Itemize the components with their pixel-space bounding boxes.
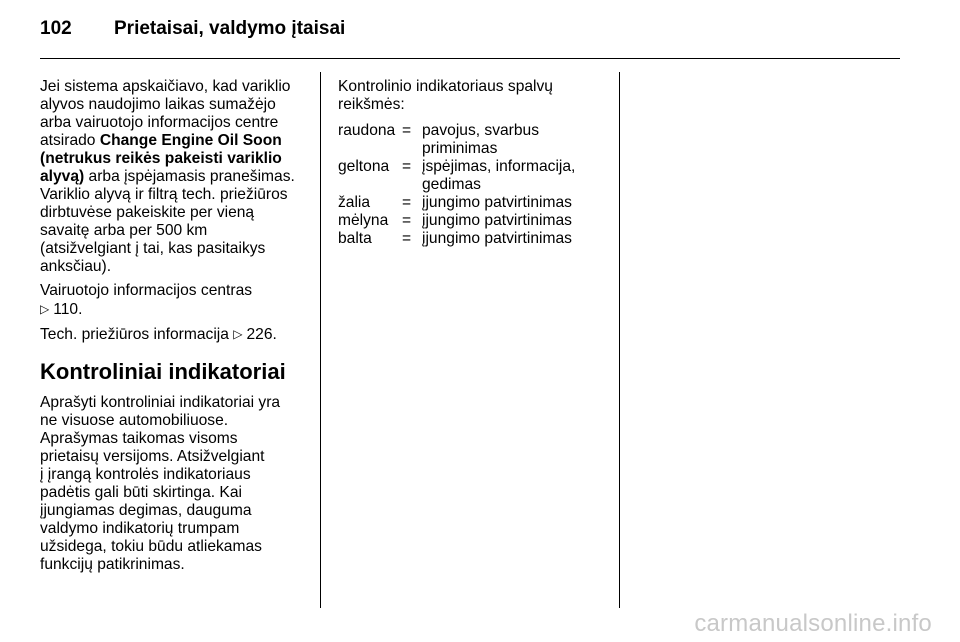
text-line: įjungimo patvirtinimas: [422, 230, 572, 247]
equals-sign: =: [402, 194, 412, 211]
indicators-paragraph: [40, 394, 304, 574]
equals-sign: =: [402, 230, 412, 247]
table-row: [338, 122, 602, 158]
text-line: funkcijų patikrinimas.: [40, 556, 185, 573]
color-meaning: [422, 230, 602, 248]
text-line: [40, 168, 304, 186]
equals-sign: =: [402, 212, 412, 229]
color-meaning-intro: [338, 78, 602, 114]
page-header: [40, 18, 345, 40]
table-row: [338, 230, 602, 248]
text-line: anksčiau).: [40, 258, 112, 275]
equals-sign: =: [402, 158, 412, 175]
text-line: padėtis gali būti skirtinga. Kai: [40, 484, 242, 501]
page-title: Prietaisai, valdymo įtaisai: [114, 18, 346, 39]
text-line: Jei sistema apskaičiavo, kad variklio: [40, 78, 291, 95]
text-line: užsidega, tokiu būdu atliekamas: [40, 538, 262, 555]
text-line: įjungiamas degimas, dauguma: [40, 502, 252, 519]
text-line: Vairuotojo informacijos centras: [40, 282, 253, 299]
arrow-reference-icon: ▷: [40, 302, 50, 316]
color-meaning-table: [338, 122, 602, 248]
text-line: savaitę arba per 500 km: [40, 222, 208, 239]
text-line: į įrangą kontrolės indikatoriaus: [40, 466, 251, 483]
cross-reference-driver-info: [40, 282, 304, 319]
column-divider-right: [619, 72, 620, 608]
text-line: Aprašymas taikomas visoms: [40, 430, 238, 447]
color-meaning: [422, 158, 602, 194]
equals-sign: =: [402, 122, 412, 139]
text-line: gedimas: [422, 176, 481, 193]
table-row: [338, 158, 602, 194]
text-segment: Tech. priežiūros informacija: [40, 326, 234, 343]
oil-change-paragraph: [40, 78, 304, 276]
color-name: mėlyna: [338, 212, 389, 229]
site-watermark: carmanualsonline.info: [694, 610, 932, 637]
bold-message: alyvą): [40, 168, 85, 185]
left-column: [40, 78, 304, 580]
table-row: [338, 194, 602, 212]
text-line: (atsižvelgiant į tai, kas pasitaikys: [40, 240, 266, 257]
text-line: įjungimo patvirtinimas: [422, 194, 572, 211]
header-divider: [40, 58, 900, 59]
text-segment: arba įspėjamasis pranešimas.: [84, 168, 295, 185]
color-name: raudona: [338, 122, 396, 139]
page-reference-link[interactable]: 110.: [53, 301, 83, 318]
arrow-reference-icon: ▷: [233, 327, 243, 341]
text-line: valdymo indikatorių trumpam: [40, 520, 240, 537]
text-line: arba vairuotojo informacijos centre: [40, 114, 279, 131]
column-divider-left: [320, 72, 321, 608]
color-meaning: [422, 194, 602, 212]
section-heading: Kontroliniai indikatoriai: [40, 359, 286, 384]
text-line: ne visuose automobiliuose.: [40, 412, 229, 429]
text-segment: atsirado: [40, 132, 100, 149]
text-line: priminimas: [422, 140, 498, 157]
color-meaning: [422, 122, 602, 158]
text-line: Variklio alyvą ir filtrą tech. priežiūros: [40, 186, 288, 203]
text-line: [40, 325, 304, 344]
text-line: dirbtuvėse pakeiskite per vieną: [40, 204, 255, 221]
text-line: Kontrolinio indikatoriaus spalvų: [338, 78, 553, 95]
text-line: Aprašyti kontroliniai indikatoriai yra: [40, 394, 281, 411]
page-number: 102: [40, 18, 72, 39]
color-name: žalia: [338, 194, 371, 211]
bold-message: (netrukus reikės pakeisti variklio: [40, 150, 282, 167]
text-line: [40, 300, 304, 319]
bold-message: Change Engine Oil Soon: [99, 132, 282, 149]
text-line: [40, 132, 304, 150]
text-line: įspėjimas, informacija,: [422, 158, 576, 175]
page-reference-link[interactable]: 226.: [246, 326, 277, 343]
table-row: [338, 212, 602, 230]
text-line: pavojus, svarbus: [422, 122, 540, 139]
color-meaning: [422, 212, 602, 230]
color-name: geltona: [338, 158, 390, 175]
cross-reference-service-info: [40, 325, 304, 344]
text-line: reikšmės:: [338, 96, 405, 113]
text-line: įjungimo patvirtinimas: [422, 212, 572, 229]
text-line: prietaisų versijoms. Atsižvelgiant: [40, 448, 265, 465]
middle-column: [338, 78, 602, 248]
text-line: alyvos naudojimo laikas sumažėjo: [40, 96, 276, 113]
color-name: balta: [338, 230, 372, 247]
